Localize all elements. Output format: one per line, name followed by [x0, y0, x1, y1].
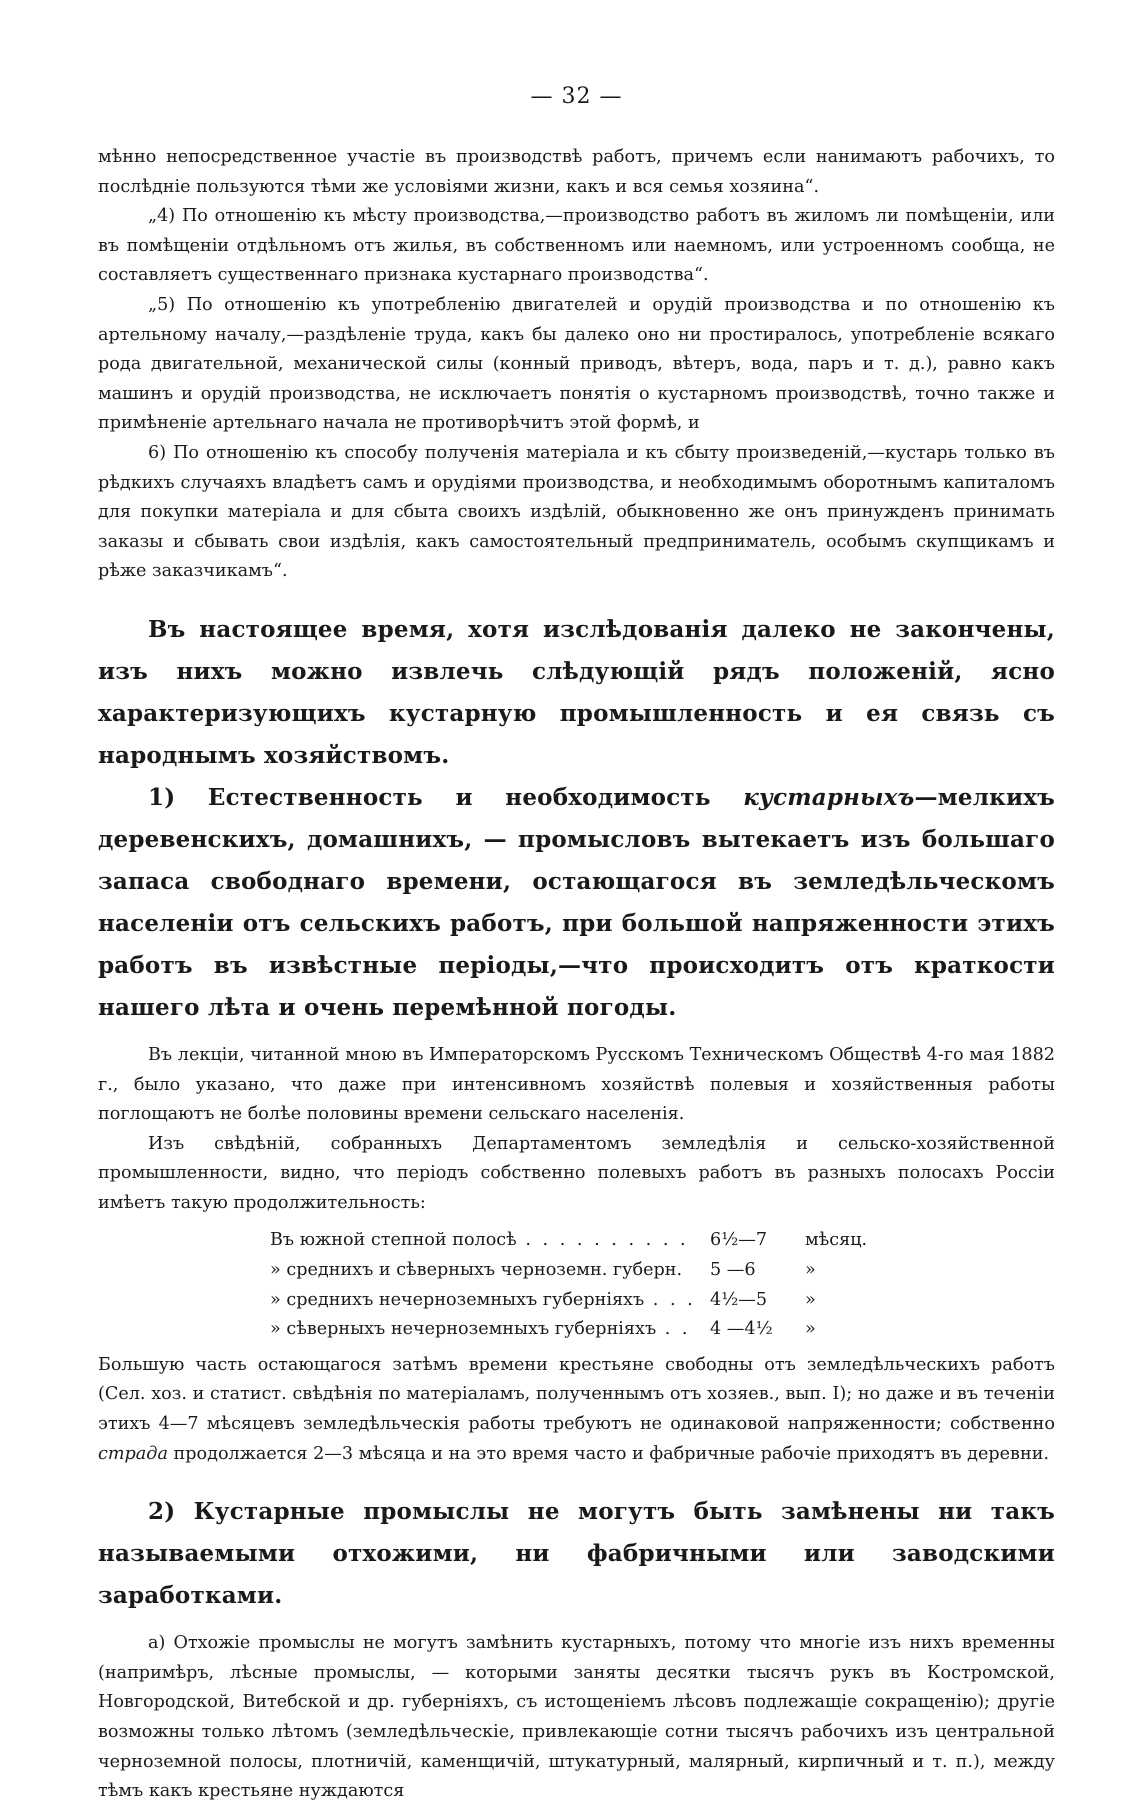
table-row-unit: »	[805, 1319, 816, 1340]
paragraph-5: Въ настоящее время, хотя изслѣдованія далеко не закончены, изъ нихъ можно извлечь слѣдующій рядъ положеній, ясно характеризующихъ кустарную промышленность и ея связь съ народнымъ хозяйствомъ.	[98, 615, 1055, 769]
paragraph-2: „4) По отношенію къ мѣсту производства,—производство работъ въ жиломъ ли помѣщеніи, или въ помѣщеніи отдѣльномъ отъ жилья, въ собственномъ или наемномъ, или устроенномъ сообща, не составляетъ существеннаго признака кустарнаго производства“.	[98, 206, 1055, 286]
table-row-label: Въ южной степной полосѣ . . . . . . . . . .	[270, 1230, 689, 1251]
paragraph-6-start: 1) Естественность и необходимость	[148, 783, 744, 811]
paragraph-11: а) Отхожіе промыслы не могутъ замѣнить кустарныхъ, потому что многіе изъ нихъ временны (напримѣръ, лѣсные промыслы, — которыми заняты десятки тысячъ рукъ въ Костромской, Новгородской, Витебской и др. губерніяхъ, съ истощеніемъ лѣсовъ подлежащіе сокращенію); другіе возможны только лѣтомъ (земледѣльческіе, привлекающіе сотни тысячъ рабочихъ изъ центральной черноземной полосы, плотничій, каменщичій, штукатурный, малярный, кирпичный и т. п.), между тѣмъ какъ крестьяне нуждаются	[98, 1633, 1055, 1802]
table-row	[270, 1286, 1055, 1316]
paragraph-9-italic: страда	[98, 1443, 168, 1464]
table-row	[270, 1315, 1055, 1345]
table-row	[270, 1256, 1055, 1286]
table-row-label: » среднихъ нечерноземныхъ губерніяхъ . . .	[270, 1289, 696, 1310]
paragraph-3: „5) По отношенію къ употребленію двигателей и орудій производства и по отношенію къ артельному началу,—раздѣленіе труда, какъ бы далеко оно ни простиралось, употребленіе всякаго рода двигательной, механической силы (конный приводъ, вѣтеръ, вода, паръ и т. д.), равно какъ машинъ и орудій производства, не исключаетъ понятія о кустарномъ производствѣ, точно также и примѣненіе артельнаго начала не противорѣчитъ этой формѣ, и	[98, 294, 1055, 434]
paragraph-10: 2) Кустарные промыслы не могутъ быть замѣнены ни такъ называемыми отхожими, ни фабричными или заводскими заработками.	[98, 1498, 1055, 1610]
table-row-range: 4½—5	[710, 1289, 768, 1310]
page-number: — 32 —	[530, 84, 623, 109]
paragraph-6	[98, 777, 1055, 1029]
paragraph-7: Въ лекціи, читанной мною въ Императорскомъ Русскомъ Техническомъ Обществѣ 4-го мая 1882 г., было указано, что даже при интенсивномъ хозяйствѣ полевыя и хозяйственныя работы поглощаютъ не болѣе половины времени сельскаго населенія.	[98, 1044, 1055, 1125]
table-row	[270, 1226, 1055, 1256]
table-row-label: » среднихъ и сѣверныхъ черноземн. губерн.	[270, 1260, 683, 1281]
table-row-range: 5 —6	[710, 1260, 756, 1281]
paragraph-6-italic: кустарныхъ	[743, 783, 915, 811]
paragraph-9-end: продолжается 2—3 мѣсяца и на это время часто и фабричные рабочіе приходятъ въ деревни.	[167, 1443, 1050, 1464]
paragraph-4: 6) По отношенію къ способу полученія матеріала и къ сбыту произведеній,—кустарь только въ рѣдкихъ случаяхъ владѣетъ самъ и орудіями производства, и необходимымъ оборотнымъ капиталомъ для покупки матеріала и для сбыта своихъ издѣлій, обыкновенно же онъ принужденъ принимать заказы и сбывать свои издѣлія, какъ самостоятельный предприниматель, особымъ скупщикамъ и рѣже заказчикамъ“.	[98, 442, 1055, 582]
table-row-unit: »	[805, 1289, 816, 1310]
table-row-label: » сѣверныхъ нечерноземныхъ губерніяхъ . .	[270, 1319, 691, 1340]
paragraph-9-start: Большую часть остающагося затѣмъ времени крестьяне свободны отъ земледѣльческихъ работъ (Сел. хоз. и статист. свѣдѣнія по матеріаламъ, полученнымъ отъ хозяев., вып. I); но даже и въ теченіи этихъ 4—7 мѣсяцевъ земледѣльческія работы требуютъ не одинаковой напряженности; собственно	[98, 1354, 1055, 1435]
paragraph-6-end: —мелкихъ деревенскихъ, домашнихъ, — промысловъ вытекаетъ изъ большаго запаса свободнаго времени, остающагося въ земледѣльческомъ населеніи отъ сельскихъ работъ, при большой напряженности этихъ работъ въ извѣстные періоды,—что происходитъ отъ краткости нашего лѣта и очень перемѣнной погоды.	[98, 783, 1055, 1021]
season-length-table	[270, 1226, 1055, 1344]
table-row-unit: мѣсяц.	[805, 1230, 868, 1251]
paragraph-8: Изъ свѣдѣній, собранныхъ Департаментомъ земледѣлія и сельско-хозяйственной промышленности, видно, что періодъ собственно полевыхъ работъ въ разныхъ полосахъ Россіи имѣетъ такую продолжительность:	[98, 1133, 1055, 1213]
table-row-range: 6½—7	[710, 1230, 768, 1251]
paragraph-9	[98, 1351, 1055, 1469]
table-row-range: 4 —4½	[710, 1319, 773, 1340]
paragraph-1: мѣнно непосредственное участіе въ производствѣ работъ, причемъ если нанимаютъ рабочихъ, то послѣдніе пользуются тѣми же условіями жизни, какъ и вся семья хозяина“.	[98, 147, 1055, 197]
table-row-unit: »	[805, 1260, 816, 1281]
